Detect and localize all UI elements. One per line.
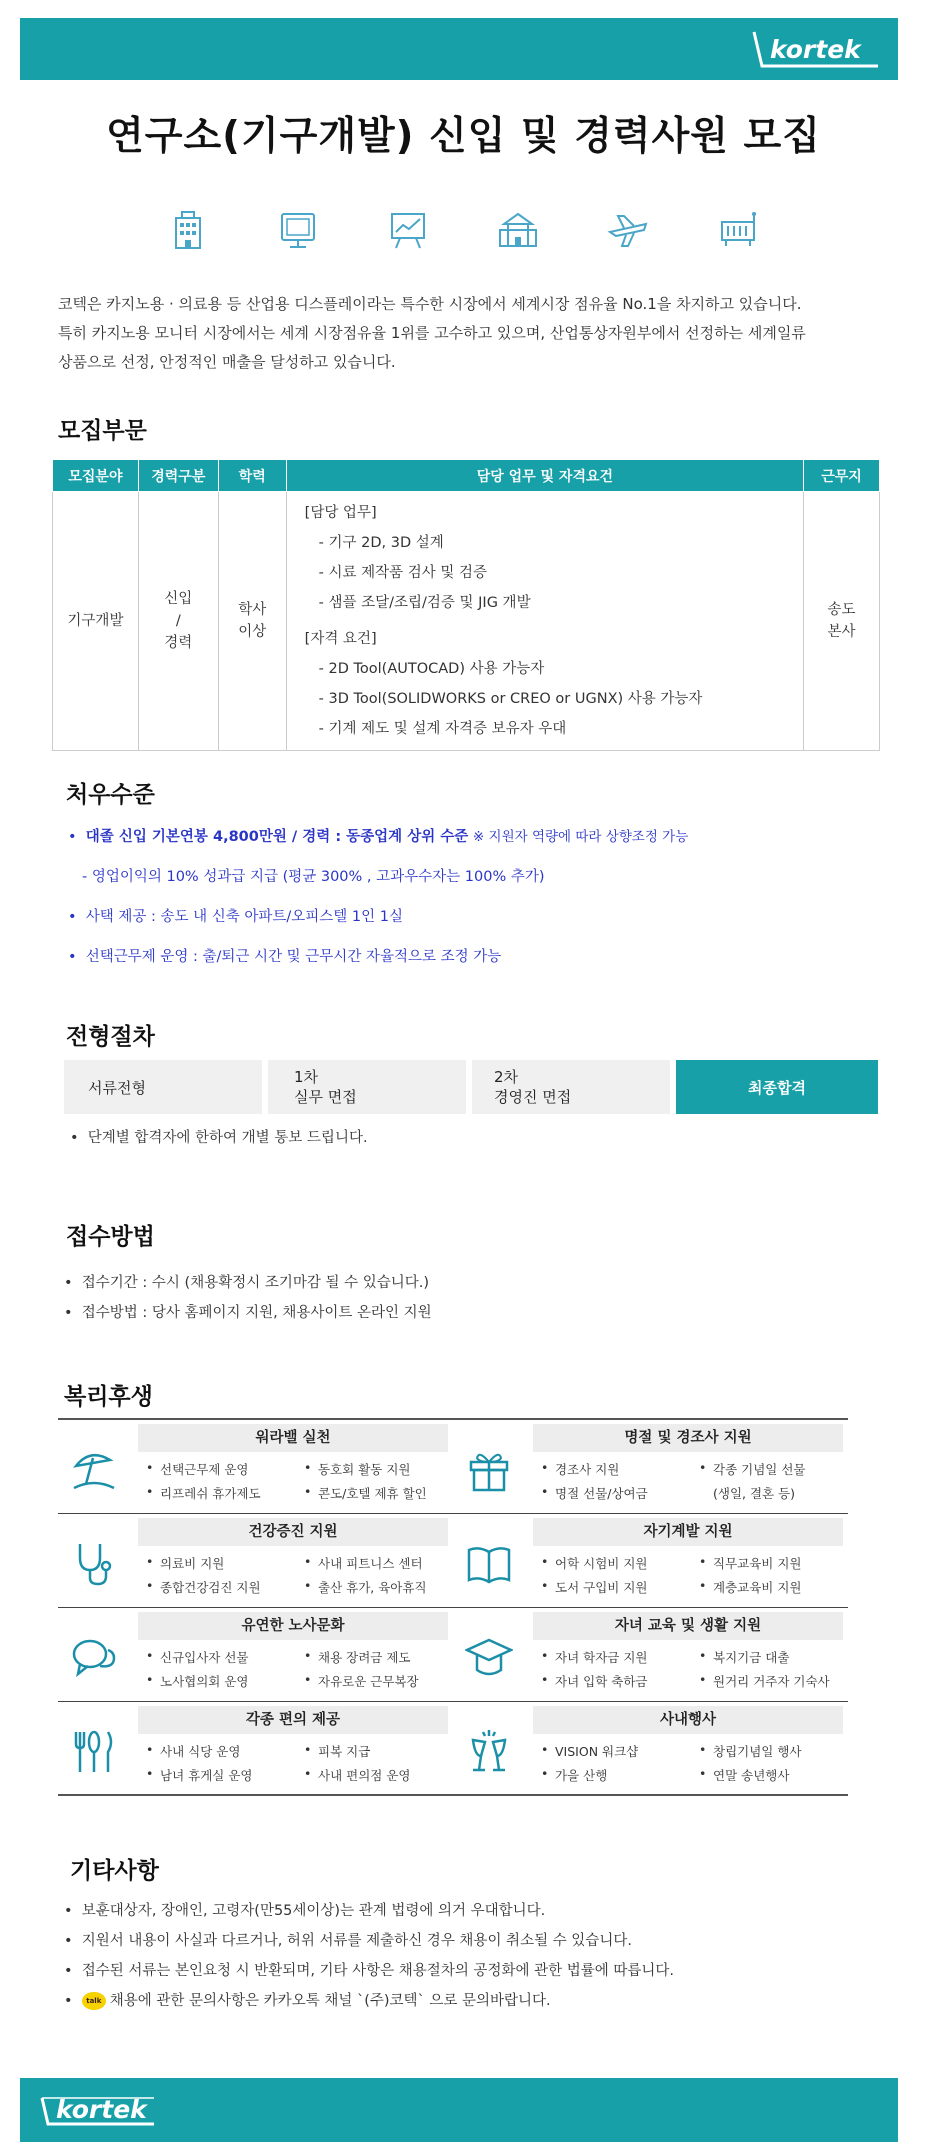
welfare-item-nobullet: (생일, 결혼 등) <box>713 1486 796 1501</box>
welfare-head: 사내행사 <box>533 1706 843 1734</box>
kakao-talk-icon: talk <box>82 1992 106 2010</box>
building-icon <box>166 210 210 250</box>
recruit-section-title: 모집부문 <box>58 418 147 444</box>
welfare-item: • 채용 장려금 제도 <box>318 1648 410 1666</box>
intro-line: 특히 카지노용 모니터 시장에서는 세계 시장점유율 1위를 고수하고 있으며, 산업통상자원부에서 선정하는 세계일류 <box>58 324 806 342</box>
process-step-final <box>676 1060 878 1114</box>
apply-list <box>64 1268 432 1328</box>
welfare-row <box>58 1420 848 1514</box>
flex-item: • 선택근무제 운영 : 출/퇴근 시간 및 근무시간 자율적으로 조정 가능 <box>68 949 502 965</box>
welfare-head: 워라밸 실천 <box>138 1424 448 1452</box>
etc-item-text: 접수된 서류는 본인요청 시 반환되며, 기타 사항은 채용절차의 공정화에 관한 법률에 따릅니다. <box>81 1963 674 1979</box>
location-cell <box>804 492 880 751</box>
etc-list <box>64 1896 674 2016</box>
monitor-icon <box>276 210 320 250</box>
welfare-item: • 명절 선물/상여금 <box>555 1484 648 1502</box>
welfare-item: • 원거리 거주자 기숙사 <box>713 1672 830 1690</box>
welfare-item: • 경조사 지원 <box>555 1460 619 1478</box>
step-sublabel: 경영진 면접 <box>494 1088 572 1106</box>
salary-note: ※ 지원자 역량에 따라 상향조정 가능 <box>472 829 689 845</box>
gift-icon <box>465 1446 513 1494</box>
kortek-logo[interactable] <box>744 26 884 72</box>
header-bar <box>20 18 898 80</box>
process-steps <box>64 1060 878 1114</box>
etc-item-text: 보훈대상자, 장애인, 고령자(만55세이상)는 관계 법령에 의거 우대합니다. <box>81 1903 546 1919</box>
chart-icon <box>386 210 430 250</box>
req-item: - 기계 제도 및 설계 자격증 보유자 우대 <box>318 721 567 737</box>
location-text: 본사 <box>827 624 856 640</box>
welfare-head: 자기계발 지원 <box>533 1518 843 1546</box>
welfare-cell <box>58 1608 453 1702</box>
welfare-row <box>58 1608 848 1702</box>
duty-item: - 샘플 조달/조립/검증 및 JIG 개발 <box>318 595 531 611</box>
etc-section-title: 기타사항 <box>70 1858 159 1884</box>
etc-item-text: 지원서 내용이 사실과 다르거나, 허위 서류를 제출하신 경우 채용이 취소될 수 있습니다. <box>81 1933 632 1949</box>
welfare-cell <box>453 1702 848 1796</box>
welfare-grid <box>58 1418 848 1796</box>
welfare-item: • 노사협의회 운영 <box>160 1672 249 1690</box>
page-title: 연구소(기구개발) 신입 및 경력사원 모집 <box>106 114 821 159</box>
welfare-item: • 동호회 활동 지원 <box>318 1460 410 1478</box>
bonus-item: - 영업이익의 10% 성과급 지급 (평균 300% , 고과우수자는 100% 추가) <box>82 869 545 885</box>
process-section-title: 전형절차 <box>66 1024 155 1050</box>
welfare-item: • 신규입사자 선물 <box>160 1648 249 1666</box>
welfare-head: 자녀 교육 및 생활 지원 <box>533 1612 843 1640</box>
process-step-1 <box>64 1060 262 1114</box>
step-sublabel: 실무 면접 <box>294 1088 357 1106</box>
table-row <box>53 492 880 751</box>
welfare-head: 건강증진 지원 <box>138 1518 448 1546</box>
welfare-item: • 연말 송년행사 <box>713 1766 789 1784</box>
welfare-head: 각종 편의 제공 <box>138 1706 448 1734</box>
welfare-cell <box>58 1514 453 1608</box>
duty-cell <box>286 492 803 751</box>
welfare-head: 명절 및 경조사 지원 <box>533 1424 843 1452</box>
company-intro <box>58 290 888 377</box>
welfare-item: • 선택근무제 운영 <box>160 1460 249 1478</box>
welfare-item: • 직무교육비 지원 <box>713 1554 802 1572</box>
graduation-cap-icon <box>465 1634 513 1682</box>
intro-line: 상품으로 선정, 안정적인 매출을 달성하고 있습니다. <box>58 353 396 371</box>
airplane-icon <box>606 210 650 250</box>
col-header: 경력구분 <box>138 460 218 492</box>
career-text: 경력 <box>164 635 193 651</box>
welfare-item: • 피복 지급 <box>318 1742 370 1760</box>
intro-line: 코텍은 카지노용 · 의료용 등 산업용 디스플레이라는 특수한 시장에서 세계시장 점유율 No.1을 차지하고 있습니다. <box>58 295 802 313</box>
etc-item: • 보훈대상자, 장애인, 고령자(만55세이상)는 관계 법령에 의거 우대합니다. <box>64 1903 546 1919</box>
welfare-item: • 남녀 휴게실 운영 <box>160 1766 252 1784</box>
welfare-item: • 자녀 학자금 지원 <box>555 1648 647 1666</box>
step-label: 서류전형 <box>88 1078 146 1097</box>
welfare-item: • 각종 기념일 선물 <box>713 1460 805 1478</box>
welfare-item: • 계층교육비 지원 <box>713 1578 802 1596</box>
welfare-item: • 가을 산행 <box>555 1766 607 1784</box>
welfare-item: • 출산 휴가, 육아휴직 <box>318 1578 427 1596</box>
col-header: 근무지 <box>804 460 880 492</box>
benefits-list <box>68 820 888 980</box>
svg-text:kortek: kortek <box>56 2095 147 2124</box>
welfare-cell <box>58 1420 453 1514</box>
housing-item: • 사택 제공 : 송도 내 신축 아파트/오피스텔 1인 1실 <box>68 909 403 925</box>
process-note: • 단계별 합격자에 한하여 개별 통보 드립니다. <box>70 1130 368 1146</box>
icon-row <box>160 210 760 250</box>
welfare-item: • 어학 시험비 지원 <box>555 1554 647 1572</box>
welfare-head: 유연한 노사문화 <box>138 1612 448 1640</box>
step-label: 1차 <box>294 1068 319 1086</box>
career-text: / <box>175 613 181 629</box>
step-label: 2차 <box>494 1068 519 1086</box>
school-icon <box>496 210 540 250</box>
etc-item: • 접수된 서류는 본인요청 시 반환되며, 기타 사항은 채용절차의 공정화에 관한 법률에 따릅니다. <box>64 1963 674 1979</box>
beach-umbrella-icon <box>70 1446 118 1494</box>
benefits-section-title: 처우수준 <box>66 782 155 808</box>
duty-item: - 시료 제작품 검사 및 검증 <box>318 565 488 581</box>
process-step-2 <box>268 1060 466 1114</box>
education-cell <box>218 492 286 751</box>
etc-item-text: 채용에 관한 문의사항은 카카오톡 채널 `(주)코텍` 으로 문의바랍니다. <box>109 1993 551 2009</box>
salary-item: • 대졸 신입 기본연봉 4,800만원 / 경력 : 동종업계 상위 수준 ※ 지원자 역량에 따라 상향조정 가능 <box>68 829 689 845</box>
col-header: 학력 <box>218 460 286 492</box>
housing-text: 사택 제공 : 송도 내 신축 아파트/오피스텔 1인 1실 <box>85 909 403 925</box>
footer-bar <box>20 2078 898 2142</box>
welfare-item: • 자녀 입학 축하금 <box>555 1672 647 1690</box>
welfare-item: • 창립기념일 행사 <box>713 1742 802 1760</box>
welfare-cell <box>58 1702 453 1796</box>
location-text: 송도 <box>827 602 856 618</box>
recruit-table <box>52 459 880 751</box>
welfare-item: • 리프레쉬 휴가제도 <box>160 1484 261 1502</box>
flex-text: 선택근무제 운영 : 출/퇴근 시간 및 근무시간 자율적으로 조정 가능 <box>85 949 502 965</box>
welfare-section-title: 복리후생 <box>64 1384 153 1410</box>
machine-icon <box>716 210 760 250</box>
duty-item: - 기구 2D, 3D 설계 <box>318 535 444 551</box>
welfare-item: • 도서 구입비 지원 <box>555 1578 647 1596</box>
education-text: 학사 <box>238 602 267 618</box>
apply-section-title: 접수방법 <box>66 1224 155 1250</box>
welfare-item: • 사내 피트니스 센터 <box>318 1554 423 1572</box>
req-item: - 3D Tool(SOLIDWORKS or CREO or UGNX) 사용 가능자 <box>318 691 703 707</box>
salary-text: 대졸 신입 기본연봉 4,800만원 / 경력 : 동종업계 상위 수준 <box>85 829 469 845</box>
col-header: 담당 업무 및 자격요건 <box>286 460 803 492</box>
apply-item-text: 접수방법 : 당사 홈페이지 지원, 채용사이트 온라인 지원 <box>81 1305 432 1321</box>
field-cell: 기구개발 <box>53 492 139 751</box>
welfare-cell <box>453 1420 848 1514</box>
welfare-item: • 자유로운 근무복장 <box>318 1672 419 1690</box>
chat-bubbles-icon <box>70 1634 118 1682</box>
welfare-item: • 종합건강검진 지원 <box>160 1578 261 1596</box>
education-text: 이상 <box>238 624 267 640</box>
welfare-item: • 사내 편의점 운영 <box>318 1766 410 1784</box>
stethoscope-icon <box>70 1540 118 1588</box>
book-icon <box>465 1540 513 1588</box>
col-header: 모집분야 <box>53 460 139 492</box>
duty-title: [담당 업무] <box>304 505 377 521</box>
apply-item: • 접수방법 : 당사 홈페이지 지원, 채용사이트 온라인 지원 <box>64 1305 432 1321</box>
kortek-logo[interactable] <box>34 2086 184 2134</box>
apply-item: • 접수기간 : 수시 (채용확정시 조기마감 될 수 있습니다.) <box>64 1275 429 1291</box>
step-label: 최종합격 <box>748 1078 806 1097</box>
champagne-icon <box>465 1728 513 1776</box>
welfare-item: • 콘도/호텔 제휴 할인 <box>318 1484 427 1502</box>
welfare-item: • VISION 워크샵 <box>555 1742 638 1760</box>
req-title: [자격 요건] <box>304 631 377 647</box>
career-cell <box>138 492 218 751</box>
welfare-row <box>58 1702 848 1796</box>
svg-text:kortek: kortek <box>770 35 861 64</box>
etc-item: • talk 채용에 관한 문의사항은 카카오톡 채널 `(주)코텍` 으로 문의바랍니다. <box>64 1993 551 2009</box>
welfare-cell <box>453 1514 848 1608</box>
career-text: 신입 <box>164 591 193 607</box>
process-step-3 <box>472 1060 670 1114</box>
req-item: - 2D Tool(AUTOCAD) 사용 가능자 <box>318 661 545 677</box>
welfare-item: • 의료비 지원 <box>160 1554 224 1572</box>
welfare-cell <box>453 1608 848 1702</box>
welfare-item: • 사내 식당 운영 <box>160 1742 240 1760</box>
process-note-text: 단계별 합격자에 한하여 개별 통보 드립니다. <box>87 1130 368 1146</box>
table-header-row <box>53 460 880 492</box>
utensils-icon <box>70 1728 118 1776</box>
welfare-item: • 복지기금 대출 <box>713 1648 789 1666</box>
welfare-row <box>58 1514 848 1608</box>
apply-item-text: 접수기간 : 수시 (채용확정시 조기마감 될 수 있습니다.) <box>81 1275 429 1291</box>
etc-item: • 지원서 내용이 사실과 다르거나, 허위 서류를 제출하신 경우 채용이 취소될 수 있습니다. <box>64 1933 632 1949</box>
